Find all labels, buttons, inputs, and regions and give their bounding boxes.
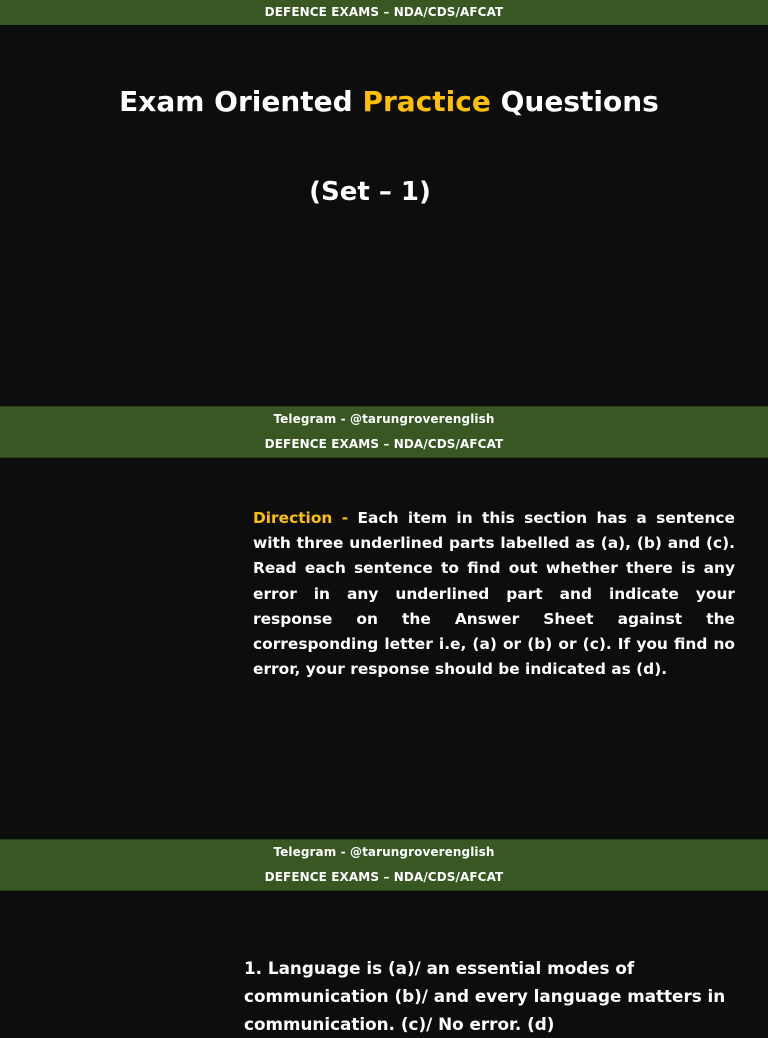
slide-2-header-bar <box>0 432 768 458</box>
title-accent-word: Practice <box>362 85 491 118</box>
slide-1-header-bar <box>0 0 768 26</box>
slide-3-header-bar <box>0 865 768 891</box>
title-part-2: Questions <box>490 85 659 118</box>
direction-paragraph <box>253 506 735 682</box>
slide-1-header-text: DEFENCE EXAMS – NDA/CDS/AFCAT <box>264 5 504 19</box>
direction-text: Each item in this section has a sentence with three underlined parts labelled as (a), (b) and (c). Read each sentence to find out whether there is any error in any underlined part and indicate your response on the Answer Sheet against the corresponding letter i.e, (a) or (b) or (c). If you find no error, your response should be indicated as (d). <box>253 509 735 679</box>
slide-3-header-text: DEFENCE EXAMS – NDA/CDS/AFCAT <box>264 870 504 884</box>
question-1: 1. Language is (a)/ an essential modes of communication (b)/ and every language matters in communication. (c)/ No error. (d) <box>244 958 726 1034</box>
page-title <box>0 82 768 122</box>
direction-label: Direction - <box>253 509 358 527</box>
slide-2-footer-text: Telegram - @tarungroverenglish <box>273 845 495 859</box>
slide-1-footer-text: Telegram - @tarungroverenglish <box>273 412 495 426</box>
title-part-1: Exam Oriented <box>119 85 363 118</box>
set-label: (Set – 1) <box>309 177 431 207</box>
slide-1-footer-bar <box>0 406 768 432</box>
slide-2-header-text: DEFENCE EXAMS – NDA/CDS/AFCAT <box>264 437 504 451</box>
slide-2-footer-bar <box>0 839 768 865</box>
